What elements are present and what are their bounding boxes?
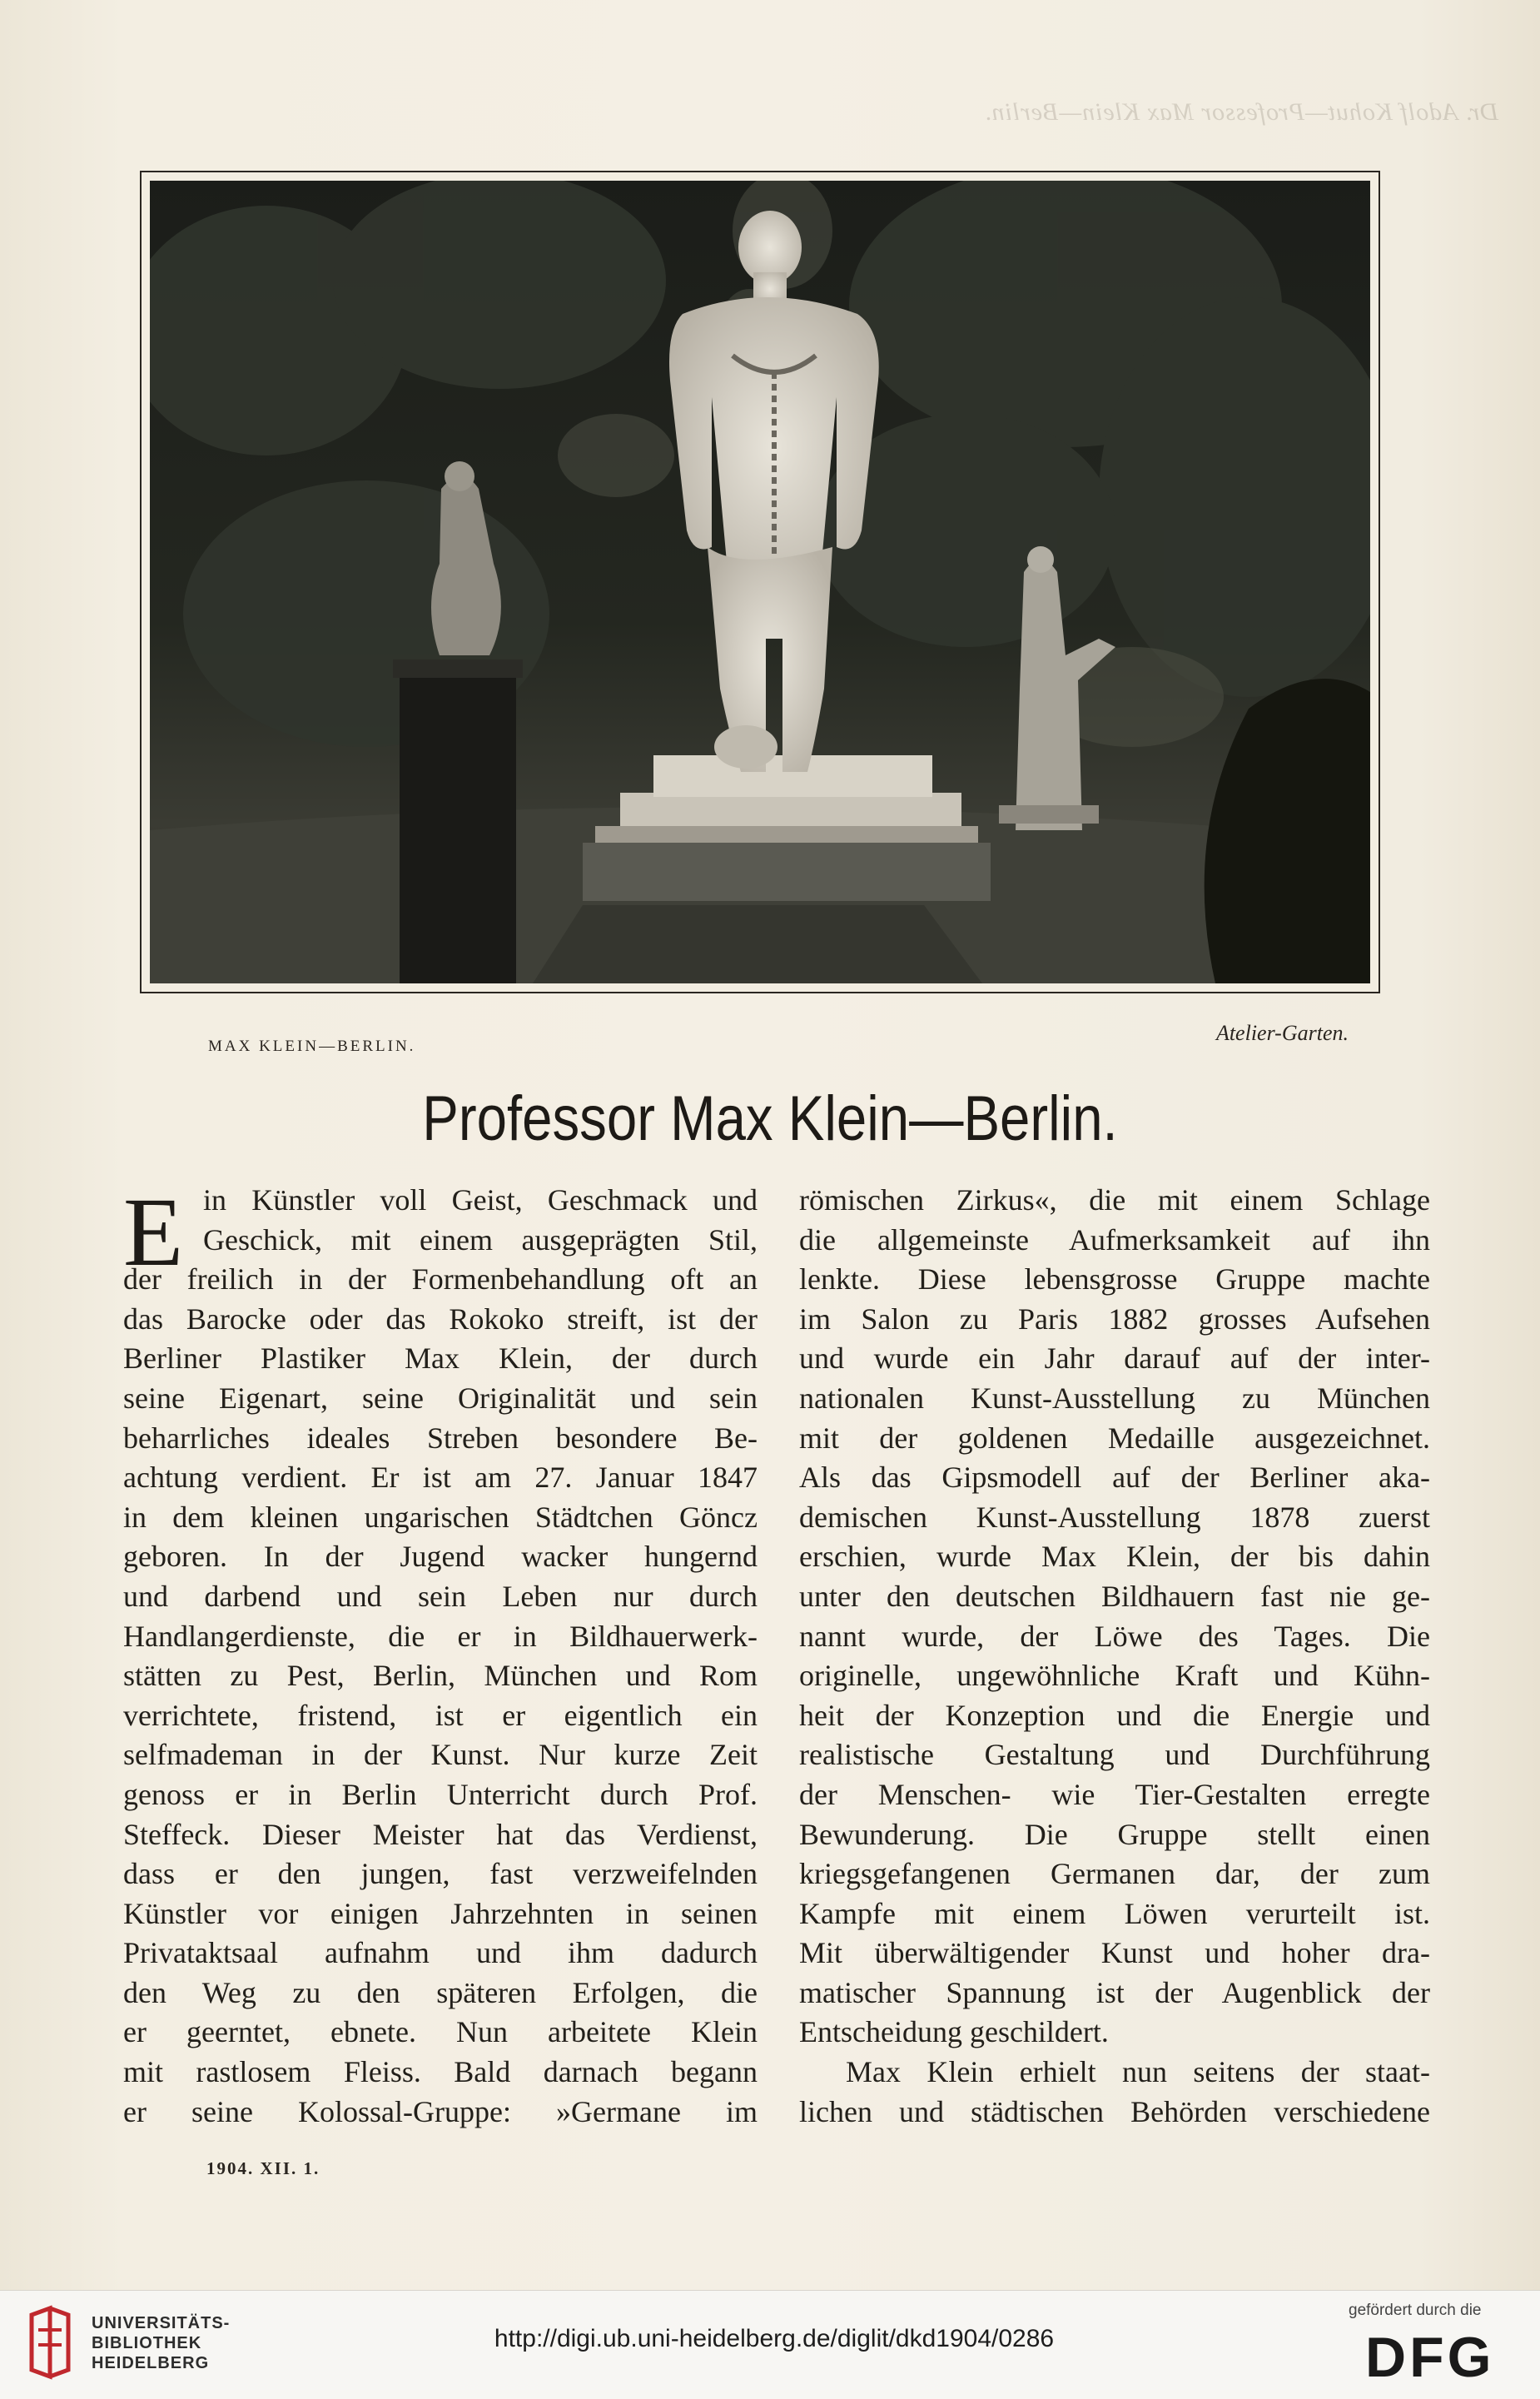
text-line: in Künstler voll Geist, Geschmack und — [203, 1183, 758, 1217]
text-line: der freilich in der Formenbehandlung oft an — [123, 1262, 758, 1297]
text-line: genoss er in Berlin Unterricht durch Prof. — [123, 1777, 758, 1811]
text-line: Künstler vor einigen Jahrzehnten in seinen — [123, 1896, 758, 1930]
statue-photo-image — [150, 181, 1370, 983]
text-line: achtung verdient. Er ist am 27. Januar 1847 — [123, 1461, 758, 1495]
library-name-line: BIBLIOTHEK — [92, 2334, 202, 2352]
text-line: selfmademan in der Kunst. Nur kurze Zeit — [123, 1738, 758, 1772]
text-line: in dem kleinen ungarischen Städtchen Göncz — [123, 1500, 758, 1534]
text-line: realistische Gestaltung und Durchführung — [799, 1738, 1430, 1772]
text-line: Max Klein erhielt nun seitens der staat- — [846, 2055, 1430, 2089]
text-line: und darbend und sein Leben nur durch — [123, 1579, 758, 1613]
text-line: Geschick, mit einem ausgeprägten Stil, — [203, 1222, 758, 1257]
text-line: dass er den jungen, fast verzweifelnden — [123, 1857, 758, 1891]
text-line: er geerntet, ebnete. Nun arbeitete Klein — [123, 2015, 758, 2049]
text-line: Bewunderung. Die Gruppe stellt einen — [799, 1817, 1430, 1851]
text-line: im Salon zu Paris 1882 grosses Aufsehen — [799, 1302, 1430, 1336]
text-line: das Barocke oder das Rokoko streift, ist der — [123, 1302, 758, 1336]
text-line: unter den deutschen Bildhauern fast nie ge- — [799, 1579, 1430, 1613]
library-logo-icon — [25, 2305, 75, 2382]
text-line: seine Eigenart, seine Originalität und sein — [123, 1381, 758, 1415]
text-line: Privataktsaal aufnahm und ihm dadurch — [123, 1936, 758, 1970]
page-footnote: 1904. XII. 1. — [206, 2158, 320, 2178]
right-text-column — [799, 1181, 1430, 2132]
text-line: kriegsgefangenen Germanen dar, der zum — [799, 1857, 1430, 1891]
permalink-url[interactable]: http://digi.ub.uni-heidelberg.de/diglit/dkd1904/0286 — [494, 2325, 1055, 2352]
text-line: beharrliches ideales Streben besondere Be- — [123, 1421, 758, 1455]
text-line: den Weg zu den späteren Erfolgen, die — [123, 1975, 758, 2009]
text-line: und wurde ein Jahr darauf auf der inter- — [799, 1341, 1430, 1376]
text-line: Als das Gipsmodell auf der Berliner aka- — [799, 1461, 1430, 1495]
text-line: römischen Zirkus«, die mit einem Schlage — [799, 1183, 1430, 1217]
library-name-line: UNIVERSITÄTS- — [92, 2314, 231, 2332]
funding-label: gefördert durch die — [1349, 2302, 1482, 2319]
photo-caption-title: Atelier-Garten. — [1215, 1021, 1349, 1045]
drop-cap: E — [123, 1177, 184, 1287]
text-line: er seine Kolossal-Gruppe: »Germane im — [123, 2094, 758, 2128]
text-line: nannt wurde, der Löwe des Tages. Die — [799, 1619, 1430, 1653]
photo-caption-artist: MAX KLEIN—BERLIN. — [208, 1038, 416, 1055]
text-line: originelle, ungewöhnliche Kraft und Kühn- — [799, 1659, 1430, 1693]
text-line: nationalen Kunst-Ausstellung zu München — [799, 1381, 1430, 1415]
text-line: Mit überwältigender Kunst und hoher dra- — [799, 1936, 1430, 1970]
text-line: Handlangerdienste, die er in Bildhauerwerk- — [123, 1619, 758, 1653]
bleed-through-text: Dr. Adolf Kohut—Professor Max Klein—Berlin. — [983, 98, 1498, 126]
text-line: Berliner Plastiker Max Klein, der durch — [123, 1341, 758, 1376]
text-line: geboren. In der Jugend wacker hungernd — [123, 1540, 758, 1574]
text-line: demischen Kunst-Ausstellung 1878 zuerst — [799, 1500, 1430, 1534]
text-line: Kampfe mit einem Löwen verurteilt ist. — [799, 1896, 1430, 1930]
text-line: verrichtete, fristend, ist er eigentlich ein — [123, 1698, 758, 1732]
text-line: heit der Konzeption und die Energie und — [799, 1698, 1430, 1732]
library-name-line: HEIDELBERG — [92, 2354, 210, 2372]
text-line: mit der goldenen Medaille ausgezeichnet. — [799, 1421, 1430, 1455]
text-line: matischer Spannung ist der Augenblick der — [799, 1975, 1430, 2009]
text-line: lichen und städtischen Behörden verschiedene — [799, 2094, 1430, 2128]
atelier-garden-photograph — [140, 171, 1380, 993]
text-line: erschien, wurde Max Klein, der bis dahin — [799, 1540, 1430, 1574]
text-line: der Menschen- wie Tier-Gestalten erregte — [799, 1777, 1430, 1811]
text-line: mit rastlosem Fleiss. Bald darnach begann — [123, 2055, 758, 2089]
text-line: Steffeck. Dieser Meister hat das Verdienst, — [123, 1817, 758, 1851]
text-line: lenkte. Diese lebensgrosse Gruppe machte — [799, 1262, 1430, 1297]
article-title: Professor Max Klein—Berlin. — [422, 1083, 1118, 1154]
text-line: Entscheidung geschildert. — [799, 2015, 1109, 2049]
library-name — [92, 2313, 230, 2373]
dfg-logo: DFG — [1365, 2326, 1495, 2389]
left-text-column — [123, 1177, 758, 2132]
text-line: die allgemeinste Aufmerksamkeit auf ihn — [799, 1222, 1430, 1257]
text-line: stätten zu Pest, Berlin, München und Rom — [123, 1659, 758, 1693]
